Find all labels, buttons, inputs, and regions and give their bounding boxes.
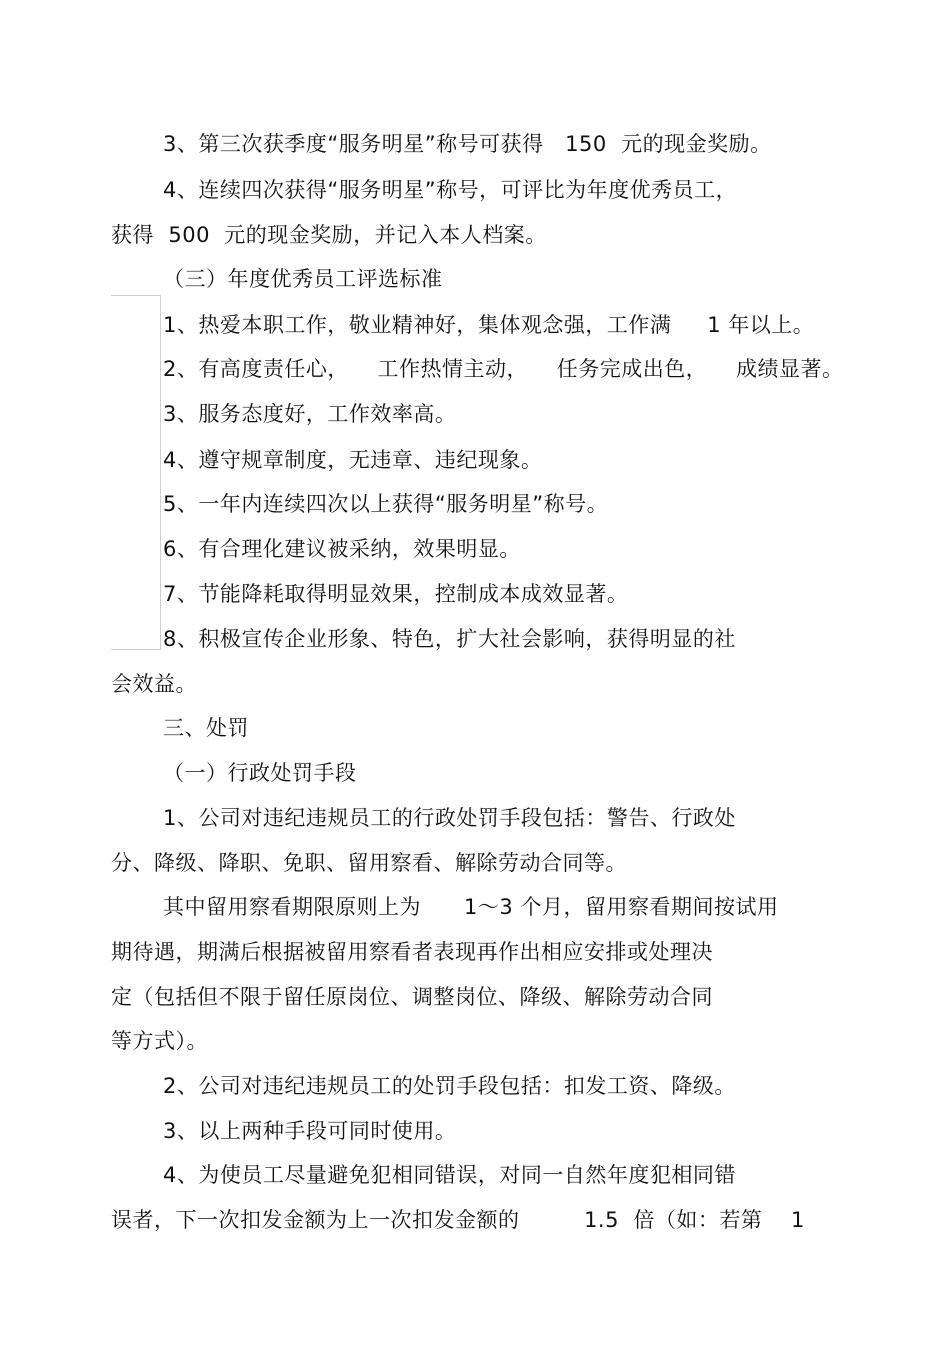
- list-item: 2、有高度责任心， 工作热情主动， 任务完成出色， 成绩显著。: [163, 357, 844, 381]
- list-item: 4、遵守规章制度，无违章、违纪现象。: [163, 448, 543, 472]
- paragraph-line: 1、公司对违纪违规员工的行政处罚手段包括：警告、行政处: [163, 806, 736, 830]
- paragraph-line: 4、为使员工尽量避免犯相同错误，对同一自然年度犯相同错: [163, 1163, 736, 1187]
- paragraph-line: 定（包括但不限于留任原岗位、调整岗位、降级、解除劳动合同: [111, 985, 713, 1009]
- list-item: 3、服务态度好，工作效率高。: [163, 402, 457, 426]
- paragraph-line: 3、第三次获季度“服务明星”称号可获得 150 元的现金奖励。: [163, 132, 772, 156]
- section-heading: 三、处罚: [163, 716, 249, 740]
- paragraph-line: 3、以上两种手段可同时使用。: [163, 1119, 457, 1143]
- list-item: 6、有合理化建议被采纳，效果明显。: [163, 537, 521, 561]
- paragraph-line: 会效益。: [111, 672, 197, 696]
- paragraph-line: 期待遇，期满后根据被留用察看者表现再作出相应安排或处理决: [111, 940, 713, 964]
- paragraph-line: 分、降级、降职、免职、留用察看、解除劳动合同等。: [111, 851, 627, 875]
- paragraph-line: 其中留用察看期限原则上为 1～3 个月，留用察看期间按试用: [163, 895, 779, 919]
- list-item: 7、节能降耗取得明显效果，控制成本成效显著。: [163, 582, 629, 606]
- list-item: 8、积极宣传企业形象、特色，扩大社会影响，获得明显的社: [163, 627, 736, 651]
- paragraph-line: 误者，下一次扣发金额为上一次扣发金额的 1.5 倍（如：若第 1: [111, 1208, 805, 1232]
- list-item: 5、一年内连续四次以上获得“服务明星”称号。: [163, 492, 609, 516]
- paragraph-line: 获得 500 元的现金奖励，并记入本人档案。: [111, 223, 547, 247]
- paragraph-line: 2、公司对违纪违规员工的处罚手段包括：扣发工资、降级。: [163, 1074, 736, 1098]
- sub-heading: （一）行政处罚手段: [163, 761, 357, 785]
- list-item: 1、热爱本职工作，敬业精神好，集体观念强，工作满 1 年以上。: [163, 313, 815, 337]
- paragraph-line: 4、连续四次获得“服务明星”称号，可评比为年度优秀员工，: [163, 178, 738, 202]
- section-heading: （三）年度优秀员工评选标准: [163, 267, 443, 291]
- side-bracket: [111, 295, 161, 650]
- paragraph-line: 等方式）。: [111, 1029, 208, 1053]
